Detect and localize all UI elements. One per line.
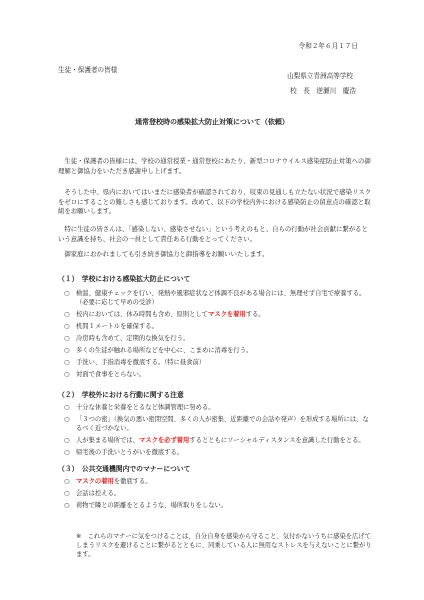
highlight-text: マスクを着用 [207, 311, 246, 318]
list-item [64, 370, 372, 379]
list-item [64, 289, 372, 307]
list-item-text [76, 489, 372, 498]
list-item [64, 415, 372, 433]
item-text-part: 十分な休養と栄養をとるなど体調管理に努める。 [76, 404, 215, 411]
list-item-text [76, 477, 372, 486]
bullet-circle-icon: ○ [64, 478, 70, 485]
bullet-circle-icon: ○ [64, 404, 70, 411]
list-item [64, 403, 372, 412]
list-item [64, 346, 372, 355]
intro-paragraph-1: 生徒・保護者の皆様には、学校の通常授業・通常登校にあたり、新型コロナウイルス感染症防止対策への御理解と御協力をいただき感謝申し上げます。 [58, 157, 371, 175]
item-text-part: するとともにソーシャルディスタンスを意識した行動をとる。 [189, 437, 365, 444]
bullet-circle-icon: ○ [64, 502, 70, 509]
section-list-outside [64, 403, 372, 460]
item-text-part: 冷房時も含めて、定期的な換気を行う。 [76, 335, 190, 342]
manner-note: ※ これらのマナーに気をつけることは、自分自身を感染から守ること、気付かないうちに感染を広げてしまうリスクを避けることに繋がるとともに、同乗している人に無用なストレスを与えないことに繋がります。 [76, 533, 372, 558]
list-item [64, 489, 372, 498]
list-item-text [76, 346, 372, 355]
section-heading-outside: （２） 学校外における行動に関する注意 [58, 391, 184, 399]
highlight-text: マスクを必ず着用 [138, 437, 190, 444]
bullet-circle-icon: ○ [64, 490, 70, 497]
bullet-circle-icon: ○ [64, 437, 70, 444]
list-item [64, 334, 372, 343]
list-item-text [76, 415, 372, 433]
list-item-text [76, 322, 372, 331]
addressee: 生徒・保護者の皆様 [58, 66, 118, 74]
bullet-circle-icon: ○ [64, 311, 70, 318]
bullet-circle-icon: ○ [64, 323, 70, 330]
item-text-part: を徹底する。 [113, 478, 152, 485]
list-item-text [76, 334, 372, 343]
bullet-circle-icon: ○ [64, 416, 70, 423]
item-text-part: 手洗い、手指消毒を徹底する。（特に昼食前） [76, 359, 206, 366]
list-item-text [76, 403, 372, 412]
section-list-transport [64, 477, 372, 513]
bullet-circle-icon: ○ [64, 371, 70, 378]
item-text-part: 検温、健康チェックを行い、発熱や風邪症状など体調不良がある場合には、無理せず自宅で療養する。（必要に応じて早めの受診） [76, 290, 366, 306]
list-item-text [76, 289, 372, 307]
list-item [64, 358, 372, 367]
intro-paragraph-3: 特に生徒の皆さんは、「感染しない、感染させない」という考えのもと、自らの行動が社会貢献に繋がるという意識を持ち、社会の一員として責任ある行動をとってください。 [58, 225, 368, 243]
list-item-text [76, 370, 372, 379]
highlight-text: マスクの着用 [76, 478, 114, 485]
list-item-text [76, 448, 372, 457]
item-text-part: する。 [245, 311, 265, 318]
item-text-part: 「３つの密」（換気の悪い密閉空間、多くの人が密集、近距離での会話や発声）を形成する場所には、なるべく近づかない。 [76, 416, 369, 432]
item-text-part: 荷物で隣との距離をとるような、場所取りをしない。 [76, 502, 228, 509]
section-list-school [64, 289, 372, 382]
list-item-text [76, 436, 372, 445]
list-item-text [76, 358, 372, 367]
list-item-text [76, 501, 372, 510]
item-text-part: 会話は控える。 [76, 490, 121, 497]
item-text-part: 人が集まる場所では、 [76, 437, 139, 444]
bullet-circle-icon: ○ [64, 359, 70, 366]
bullet-circle-icon: ○ [64, 335, 70, 342]
intro-paragraph-2: そうした中、県内においてはいまだに感染者が確認されており、収束の見通しも立たない状況で感染リスクをゼロにすることの難しさも感じております。改めて、以下の学校内外における感染防止の留意点の確認と取組をお願いします。 [58, 188, 372, 216]
list-item [64, 310, 372, 319]
item-text-part: 多くの生徒が触れる場所などを中心に、こまめに消毒を行う。 [76, 347, 253, 354]
item-text-part: 対面で食事をとらない。 [76, 371, 146, 378]
bullet-circle-icon: ○ [64, 449, 70, 456]
bullet-circle-icon: ○ [64, 290, 70, 297]
item-text-part: 帰宅後の手洗いとうがいを徹底する。 [76, 449, 184, 456]
list-item [64, 436, 372, 445]
list-item [64, 477, 372, 486]
list-item [64, 322, 372, 331]
section-heading-transport: （３） 公共交通機関内でのマナーについて [58, 465, 191, 473]
list-item [64, 448, 372, 457]
item-text-part: 机間１メートルを確保する。 [76, 323, 158, 330]
principal-name: 校 長 逆瀬川 慶浩 [290, 87, 356, 95]
list-item [64, 501, 372, 510]
date: 令和２年６月１７日 [298, 42, 358, 50]
item-text-part: 校内においては、休み時間も含め、原則として [76, 311, 208, 318]
document-title: 通常登校時の感染拡大防止対策について（依頼） [135, 118, 289, 126]
list-item-text [76, 310, 372, 319]
intro-paragraph-4: 御家庭におかれましても引き続き御協力と御指導をお願いいたします。 [58, 250, 269, 258]
school-name: 山梨県立青洲高等学校 [287, 72, 353, 80]
section-heading-school: （１） 学校における感染拡大防止について [58, 275, 191, 283]
bullet-circle-icon: ○ [64, 347, 70, 354]
